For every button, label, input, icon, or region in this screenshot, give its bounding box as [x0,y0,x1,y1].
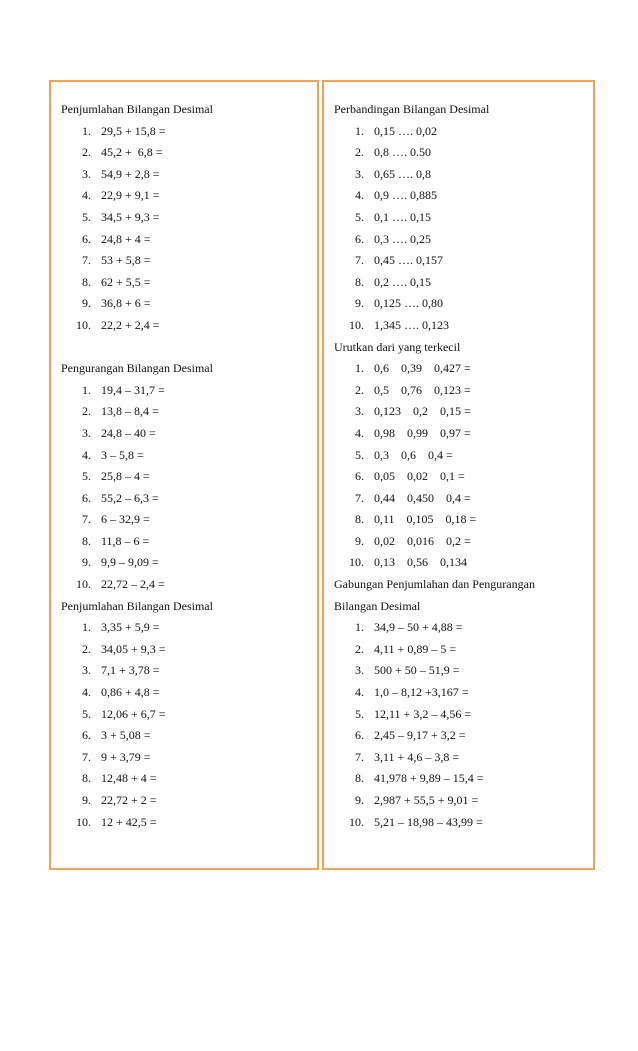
item-expression: 36,8 + 6 = [101,296,151,311]
item-expression: 1,0 – 8,12 +3,167 = [374,685,469,700]
item-expression: 41,978 + 9,89 – 15,4 = [374,771,484,786]
exercise-item [61,142,313,164]
item-number: 5. [355,209,364,224]
section-title: Penjumlahan Bilangan Desimal [61,102,213,116]
item-expression: 4,11 + 0,89 – 5 = [374,641,457,656]
item-number: 4. [82,188,91,203]
item-number: 7. [82,253,91,268]
item-number: 2. [355,382,364,397]
exercise-item [334,509,589,531]
exercise-item [334,488,589,510]
exercise-item [334,164,589,186]
exercise-item [334,725,589,747]
item-number: 3. [355,404,364,419]
item-expression: 9,9 – 9,09 = [101,555,159,570]
left-column-content [61,99,313,833]
item-expression: 3 – 5,8 = [101,447,144,462]
exercise-item [61,812,313,834]
item-expression: 3,11 + 4,6 – 3,8 = [374,749,460,764]
item-number: 3. [82,166,91,181]
item-number: 1. [355,123,364,138]
exercise-item [334,768,589,790]
item-expression: 0,5 0,76 0,123 = [374,382,471,397]
item-expression: 0,45 …. 0,157 [374,253,443,268]
item-number: 2. [82,641,91,656]
section-title-continued: Bilangan Desimal [334,598,421,613]
item-expression: 0,3 0,6 0,4 = [374,447,453,462]
exercise-item [334,401,589,423]
item-number: 5. [82,706,91,721]
item-number: 1. [355,361,364,376]
section-title: Gabungan Penjumlahan dan Pengurangan [334,577,535,592]
exercise-item [61,552,313,574]
exercise-item [61,617,313,639]
item-number: 3. [82,663,91,678]
item-number: 10. [349,555,364,570]
item-expression: 12,11 + 3,2 – 4,56 = [374,706,472,721]
exercise-item [334,812,589,834]
item-expression: 3 + 5,08 = [101,728,151,743]
exercise-item [334,617,589,639]
item-number: 9. [355,533,364,548]
item-number: 5. [82,469,91,484]
exercise-item [61,660,313,682]
item-expression: 13,8 – 8,4 = [101,404,159,419]
exercise-item [61,315,313,337]
exercise-item [334,704,589,726]
item-expression: 2,987 + 55,5 + 9,01 = [374,793,479,807]
section-title: Pengurangan Bilangan Desimal [61,361,213,376]
item-number: 2. [355,641,364,656]
item-expression: 5,21 – 18,98 – 43,99 = [374,814,483,829]
left-column [49,80,319,870]
item-expression: 22,72 – 2,4 = [101,577,165,592]
exercise-list [61,380,313,596]
item-expression: 25,8 – 4 = [101,469,150,484]
item-number: 3. [355,663,364,678]
exercise-item [61,531,313,553]
exercise-item [61,790,313,812]
exercise-item [61,488,313,510]
item-number: 7. [355,490,364,505]
exercise-item [61,423,313,445]
item-expression: 0,05 0,02 0,1 = [374,469,465,484]
item-number: 5. [355,706,364,721]
exercise-item [61,293,313,315]
item-expression: 45,2 + 6,8 = [101,145,163,160]
exercise-item [334,423,589,445]
item-expression: 22,2 + 2,4 = [101,317,160,332]
exercise-item [61,768,313,790]
exercise-item [334,682,589,704]
item-number: 2. [82,145,91,160]
item-number: 1. [82,620,91,635]
item-expression: 62 + 5,5 = [101,274,151,289]
right-column [322,80,595,870]
item-expression: 0,86 + 4,8 = [101,685,160,700]
item-number: 7. [355,749,364,764]
item-expression: 0,13 0,56 0,134 [374,555,467,570]
item-expression: 34,9 – 50 + 4,88 = [374,620,463,635]
exercise-item [334,293,589,315]
item-expression: 3,35 + 5,9 = [101,620,160,635]
exercise-item [334,250,589,272]
item-expression: 0,3 …. 0,25 [374,231,431,246]
exercise-item [334,185,589,207]
exercise-list [334,121,589,337]
section-title: Perbandingan Bilangan Desimal [334,102,490,116]
item-number: 6. [355,469,364,484]
item-number: 3. [355,166,364,181]
exercise-item [61,509,313,531]
item-expression: 22,72 + 2 = [101,793,157,807]
item-number: 10. [76,814,91,829]
item-expression: 11,8 – 6 = [101,533,150,548]
exercise-list [334,358,589,574]
item-number: 4. [82,447,91,462]
exercise-item [334,142,589,164]
item-expression: 0,98 0,99 0,97 = [374,425,471,440]
item-number: 10. [76,577,91,592]
item-expression: 29,5 + 15,8 = [101,123,166,138]
item-number: 8. [355,512,364,527]
exercise-item [61,401,313,423]
item-expression: 0,8 …. 0.50 [374,145,431,160]
exercise-item [61,229,313,251]
item-number: 7. [82,749,91,764]
item-number: 4. [82,685,91,700]
item-expression: 6 – 32,9 = [101,512,150,527]
exercise-item [61,272,313,294]
exercise-item [61,639,313,661]
item-number: 1. [82,123,91,138]
item-number: 2. [355,145,364,160]
item-expression: 54,9 + 2,8 = [101,166,160,181]
exercise-item [61,747,313,769]
section-title: Penjumlahan Bilangan Desimal [61,598,213,613]
item-number: 8. [82,771,91,786]
item-number: 2. [82,404,91,419]
exercise-item [334,380,589,402]
item-expression: 0,2 …. 0,15 [374,274,431,289]
item-number: 8. [82,533,91,548]
item-expression: 1,345 …. 0,123 [374,317,449,332]
exercise-list [61,121,313,337]
exercise-item [61,445,313,467]
exercise-item [334,445,589,467]
exercise-item [334,466,589,488]
exercise-list [334,617,589,833]
item-expression: 24,8 + 4 = [101,231,151,246]
item-number: 1. [355,620,364,635]
item-expression: 0,6 0,39 0,427 = [374,361,471,376]
item-expression: 0,11 0,105 0,18 = [374,512,477,527]
exercise-item [334,207,589,229]
item-number: 1. [82,382,91,397]
item-number: 4. [355,188,364,203]
exercise-list [61,617,313,833]
item-number: 6. [355,728,364,743]
right-column-content [334,99,589,833]
item-number: 9. [355,296,364,311]
item-number: 9. [82,555,91,570]
item-number: 9. [82,296,91,311]
exercise-item [61,725,313,747]
item-expression: 0,02 0,016 0,2 = [374,533,471,548]
item-number: 8. [82,274,91,289]
section-title: Urutkan dari yang terkecil [334,339,461,354]
exercise-item [61,574,313,596]
exercise-item [334,272,589,294]
exercise-item [61,164,313,186]
item-number: 9. [355,793,364,807]
item-expression: 0,65 …. 0,8 [374,166,431,181]
exercise-item [334,121,589,143]
exercise-item [61,682,313,704]
item-expression: 0,125 …. 0,80 [374,296,443,311]
item-expression: 12,06 + 6,7 = [101,706,166,721]
item-expression: 500 + 50 – 51,9 = [374,663,460,678]
item-number: 10. [349,317,364,332]
exercise-item [61,380,313,402]
exercise-item [334,358,589,380]
exercise-item [334,552,589,574]
item-expression: 7,1 + 3,78 = [101,663,160,678]
item-expression: 55,2 – 6,3 = [101,490,159,505]
item-expression: 34,05 + 9,3 = [101,641,166,656]
exercise-item [334,790,589,812]
item-expression: 22,9 + 9,1 = [101,188,160,203]
exercise-item [61,121,313,143]
exercise-item [61,250,313,272]
exercise-item [61,207,313,229]
item-expression: 2,45 – 9,17 + 3,2 = [374,728,466,743]
item-number: 7. [355,253,364,268]
item-number: 8. [355,771,364,786]
exercise-item [334,315,589,337]
item-number: 4. [355,425,364,440]
exercise-item [334,229,589,251]
item-expression: 34,5 + 9,3 = [101,209,160,224]
item-expression: 0,123 0,2 0,15 = [374,404,471,419]
exercise-item [334,747,589,769]
item-number: 7. [82,512,91,527]
exercise-item [61,466,313,488]
exercise-item [61,185,313,207]
item-number: 4. [355,685,364,700]
item-expression: 0,15 …. 0,02 [374,123,437,138]
exercise-item [334,660,589,682]
item-number: 9. [82,793,91,807]
item-number: 8. [355,274,364,289]
item-expression: 24,8 – 40 = [101,425,156,440]
item-expression: 0,1 …. 0,15 [374,209,431,224]
item-expression: 0,9 …. 0,885 [374,188,437,203]
item-number: 5. [82,209,91,224]
item-number: 10. [76,317,91,332]
item-number: 3. [82,425,91,440]
item-number: 10. [349,814,364,829]
item-expression: 0,44 0,450 0,4 = [374,490,471,505]
item-number: 6. [355,231,364,246]
item-expression: 19,4 – 31,7 = [101,382,165,397]
item-expression: 9 + 3,79 = [101,749,151,764]
item-expression: 12 + 42,5 = [101,814,157,829]
exercise-item [334,531,589,553]
item-number: 6. [82,231,91,246]
exercise-item [61,704,313,726]
item-expression: 12,48 + 4 = [101,771,157,786]
item-number: 6. [82,490,91,505]
item-expression: 53 + 5,8 = [101,253,151,268]
exercise-item [334,639,589,661]
item-number: 5. [355,447,364,462]
item-number: 6. [82,728,91,743]
